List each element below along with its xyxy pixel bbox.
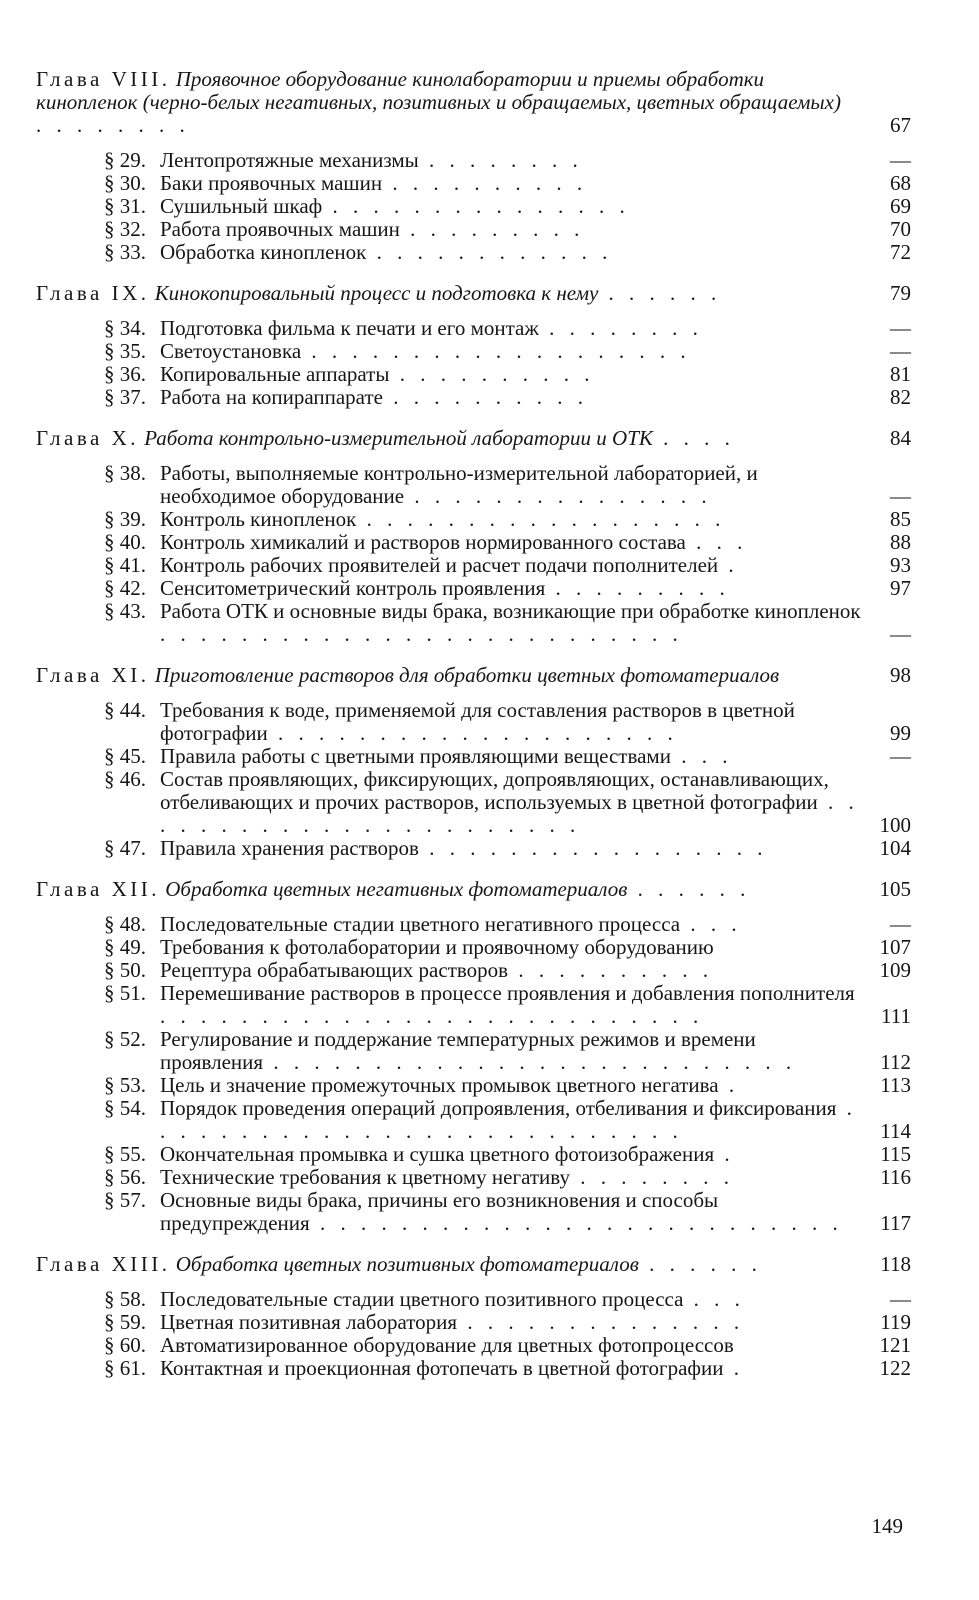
dot-leader: . [723,1356,744,1380]
section-title: Сенситометрический контроль проявления [160,576,546,600]
dot-leader: . . . . . . . . . . . . . . . . . . . . . . . . . . . [160,1004,704,1028]
section-page-number: 97 [890,576,911,600]
toc-entry [36,577,911,600]
toc-entry [36,363,911,386]
chapter-heading [36,427,911,450]
chapter-label: Глава XIII. [36,1252,171,1276]
section-page-number: 119 [880,1310,911,1334]
toc-entry [36,1311,911,1334]
section-title: Перемешивание растворов в процессе проявления и добавления пополнителя [160,981,855,1005]
section-title: Основные виды брака, причины его возникновения и способы предупреждения [160,1188,719,1235]
dot-leader: . . . . . . . . . . . . . . . . . . . [301,339,691,363]
section-page-number: 93 [890,553,911,577]
section-number: § 53. [104,1073,146,1097]
section-page-number: 88 [890,530,911,554]
chapter [36,664,911,860]
section-title: Копировальные аппараты [160,362,390,386]
dot-leader: . . . [670,744,733,768]
chapter [36,282,911,409]
dot-leader: . . . . . . . . . . [382,385,588,409]
dot-leader: . . . . . . . . . . . . . . . [322,194,630,218]
toc-entry [36,317,911,340]
section-title: Последовательные стадии цветного позитивного процесса [160,1287,684,1311]
section-title: Работа на копираппарате [160,385,383,409]
dot-leader: . . . [685,530,748,554]
dot-leader: . . . . . . . . . . . . . . . . . . . . . . . . . . [160,622,683,646]
section-page-number: 113 [880,1073,911,1097]
section-title: Состав проявляющих, фиксирующих, допроявляющих, останавливающих, отбеливающих и прочих растворов, используемых в цветной фотографии [160,767,829,814]
chapter-title: Приготовление растворов для обработки цветных фотоматериалов [154,663,780,687]
section-number: § 31. [104,194,146,218]
section-number: § 39. [104,507,146,531]
chapter-title: Кинокопировальный процесс и подготовка к нему [154,281,599,305]
dot-leader: . . . . . . . . . . [508,958,714,982]
dot-leader: . . . . . . . . . . . . . . . . . . [356,507,726,531]
chapter-page-number: 105 [879,877,911,901]
section-number: § 29. [104,148,146,172]
section-title: Светоустановка [160,339,302,363]
dot-leader: . . . . . . . . [36,113,190,137]
dot-leader: . . . . . . . . . . . . . . . . . . . . . . . [160,790,859,837]
section-number: § 41. [104,553,146,577]
section-number: § 50. [104,958,146,982]
section-number: § 55. [104,1142,146,1166]
dot-leader: . [718,553,739,577]
section-title: Работы, выполняемые контрольно-измерительной лабораторией, и необходимое оборудование [160,461,758,508]
section-title: Контроль химикалий и растворов нормированного состава [160,530,686,554]
toc-entry [36,1097,911,1143]
section-title: Контроль кинопленок [160,507,357,531]
section-number: § 57. [104,1188,146,1212]
section-title: Порядок проведения операций допроявления, отбеливания и фиксирования [160,1096,837,1120]
section-number: § 43. [104,599,146,623]
dot-leader: . . . . . . . . [538,316,703,340]
toc-entry [36,699,911,745]
dot-leader: . . . . . . [627,877,751,901]
section-number: § 49. [104,935,146,959]
section-title: Цель и значение промежуточных промывок цветного негатива [160,1073,719,1097]
section-page-number: 68 [890,171,911,195]
dot-leader: . . . . . . . . . . . . . . [457,1310,745,1334]
dot-leader: . . . . . . . . . . . . . . . . . . . . . . . . . . [263,1050,797,1074]
toc-entry [36,241,911,264]
dot-leader: . . . . . . . . [570,1165,734,1189]
section-number: § 40. [104,530,146,554]
toc-entry [36,768,911,837]
dot-leader: . . . [683,1287,745,1311]
dot-leader: . . . . . . . . . . . . . . . [404,484,712,508]
section-number: § 42. [104,576,146,600]
dot-leader: . . . . . . . . . [545,576,730,600]
section-number: § 32. [104,217,146,241]
section-page-number: 115 [880,1142,911,1166]
section-page-number: 112 [880,1050,911,1074]
section-page-number: — [890,339,911,363]
chapter-page-number: 67 [890,113,911,137]
section-number: § 48. [104,912,146,936]
toc-entry [36,982,911,1028]
toc-entry [36,1334,911,1357]
section-title: Правила работы с цветными проявляющими веществами [160,744,671,768]
section-number: § 46. [104,767,146,791]
toc-entry [36,508,911,531]
section-title: Окончательная промывка и сушка цветного фотоизображения [160,1142,715,1166]
section-number: § 38. [104,461,146,485]
section-page-number: 109 [879,958,911,982]
section-page-number: 122 [879,1356,911,1380]
dot-leader: . . . . . . . . . . . . . . . . . [418,836,768,860]
chapter-heading [36,68,911,137]
section-page-number: — [890,744,911,768]
section-number: § 33. [104,240,146,264]
section-title: Баки проявочных машин [160,171,383,195]
chapter-label: Глава X. [36,426,139,450]
toc-entry [36,1166,911,1189]
toc-entry [36,959,911,982]
section-page-number: 121 [879,1333,911,1357]
chapter-label: Глава XII. [36,877,160,901]
dot-leader: . . . . . . . . . . . . . . . . . . . . . . . . . . [309,1211,843,1235]
section-page-number: 104 [879,836,911,860]
section-number: § 58. [104,1287,146,1311]
chapter-label: Глава IX. [36,281,150,305]
section-title: Работа ОТК и основные виды брака, возникающие при обработке кинопленок [160,599,861,623]
toc-entry [36,1189,911,1235]
section-page-number: 69 [890,194,911,218]
section-title: Правила хранения растворов [160,836,419,860]
section-page-number: — [890,484,911,508]
section-title: Регулирование и поддержание температурных режимов и времени проявления [160,1027,756,1074]
dot-leader: . . . . . . . . . . [382,171,588,195]
dot-leader: . . . . . . [598,281,722,305]
section-title: Лентопротяжные механизмы [160,148,419,172]
section-number: § 60. [104,1333,146,1357]
section-title: Цветная позитивная лаборатория [160,1310,458,1334]
toc-entry [36,195,911,218]
toc-entry [36,936,911,959]
toc-entry [36,172,911,195]
toc-entry [36,1074,911,1097]
chapter-heading [36,1253,911,1276]
toc-entry [36,531,911,554]
dot-leader: . . . . . . . . . . [389,362,595,386]
section-page-number: — [890,1287,911,1311]
section-page-number: 116 [880,1165,911,1189]
dot-leader: . . . . . . . . . . . . [366,240,613,264]
chapter [36,427,911,646]
section-title: Обработка кинопленок [160,240,367,264]
section-page-number: — [890,148,911,172]
dot-leader: . . . . . . . . . . . . . . . . . . . . [267,721,678,745]
section-number: § 37. [104,385,146,409]
toc-entry [36,149,911,172]
section-page-number: 100 [879,813,911,837]
chapter [36,878,911,1235]
section-page-number: 81 [890,362,911,386]
section-page-number: 111 [881,1004,911,1028]
dot-leader: . . . . . . . . . [399,217,585,241]
dot-leader: . . . . [652,426,735,450]
section-title: Контактная и проекционная фотопечать в цветной фотографии [160,1356,724,1380]
section-page-number: 107 [879,935,911,959]
section-title: Работа проявочных машин [160,217,400,241]
section-page-number: 117 [880,1211,911,1235]
section-title: Контроль рабочих проявителей и расчет подачи пополнителей [160,553,719,577]
toc-entry [36,600,911,646]
toc-entry [36,1028,911,1074]
page-number: 149 [871,1514,903,1538]
section-page-number: — [890,316,911,340]
section-number: § 34. [104,316,146,340]
section-number: § 54. [104,1096,146,1120]
section-page-number: 82 [890,385,911,409]
section-number: § 44. [104,698,146,722]
toc-entry [36,554,911,577]
section-page-number: 114 [880,1119,911,1143]
dot-leader: . . . . . . . . . . . . . . . . . . . . . . . . . . . [160,1096,857,1143]
section-page-number: 70 [890,217,911,241]
toc-entry [36,218,911,241]
toc-entry [36,913,911,936]
section-number: § 45. [104,744,146,768]
toc-entry [36,837,911,860]
section-page-number: 85 [890,507,911,531]
dot-leader: . [714,1142,735,1166]
chapter-title: Обработка цветных негативных фотоматериалов [165,877,628,901]
toc-entry [36,1143,911,1166]
section-title: Автоматизированное оборудование для цветных фотопроцессов [160,1333,734,1357]
section-page-number: — [890,912,911,936]
chapter-heading [36,282,911,305]
dot-leader: . . . [680,912,742,936]
section-title: Требования к воде, применяемой для составления растворов в цветной фотографии [160,698,795,745]
section-page-number: 99 [890,721,911,745]
section-title: Рецептура обрабатывающих растворов [160,958,509,982]
section-number: § 52. [104,1027,146,1051]
chapter-page-number: 118 [880,1252,911,1276]
toc-entry [36,1288,911,1311]
toc-entry [36,340,911,363]
chapter-title: Проявочное оборудование кинолаборатории и приемы обработки кинопленок (черно-белых негативных, позитивных и обращаемых, цветных обращаемых) [36,67,841,114]
chapter-page-number: 84 [890,426,911,450]
section-title: Подготовка фильма к печати и его монтаж [160,316,539,340]
chapter-label: Глава VIII. [36,67,171,91]
section-number: § 59. [104,1310,146,1334]
dot-leader: . [718,1073,740,1097]
dot-leader: . . . . . . [638,1252,762,1276]
section-title: Требования к фотолаборатории и проявочному оборудованию [160,935,714,959]
section-number: § 56. [104,1165,146,1189]
section-page-number: 72 [890,240,911,264]
chapter-label: Глава XI. [36,663,150,687]
chapter-title: Обработка цветных позитивных фотоматериалов [175,1252,639,1276]
section-page-number: — [890,622,911,646]
toc-entry [36,745,911,768]
section-number: § 30. [104,171,146,195]
chapter [36,68,911,264]
section-number: § 51. [104,981,146,1005]
toc-entry [36,1357,911,1380]
toc-entry [36,386,911,409]
section-title: Сушильный шкаф [160,194,323,218]
chapter-heading [36,664,911,687]
section-number: § 35. [104,339,146,363]
chapter-heading [36,878,911,901]
dot-leader: . . . . . . . . [418,148,583,172]
section-number: § 47. [104,836,146,860]
table-of-contents [36,68,911,1398]
section-title: Технические требования к цветному негативу [160,1165,570,1189]
section-number: § 61. [104,1356,146,1380]
section-number: § 36. [104,362,146,386]
section-title: Последовательные стадии цветного негативного процесса [160,912,681,936]
chapter-title: Работа контрольно-измерительной лаборатории и ОТК [144,426,653,450]
chapter-page-number: 79 [890,281,911,305]
toc-entry [36,462,911,508]
chapter [36,1253,911,1380]
chapter-page-number: 98 [890,663,911,687]
